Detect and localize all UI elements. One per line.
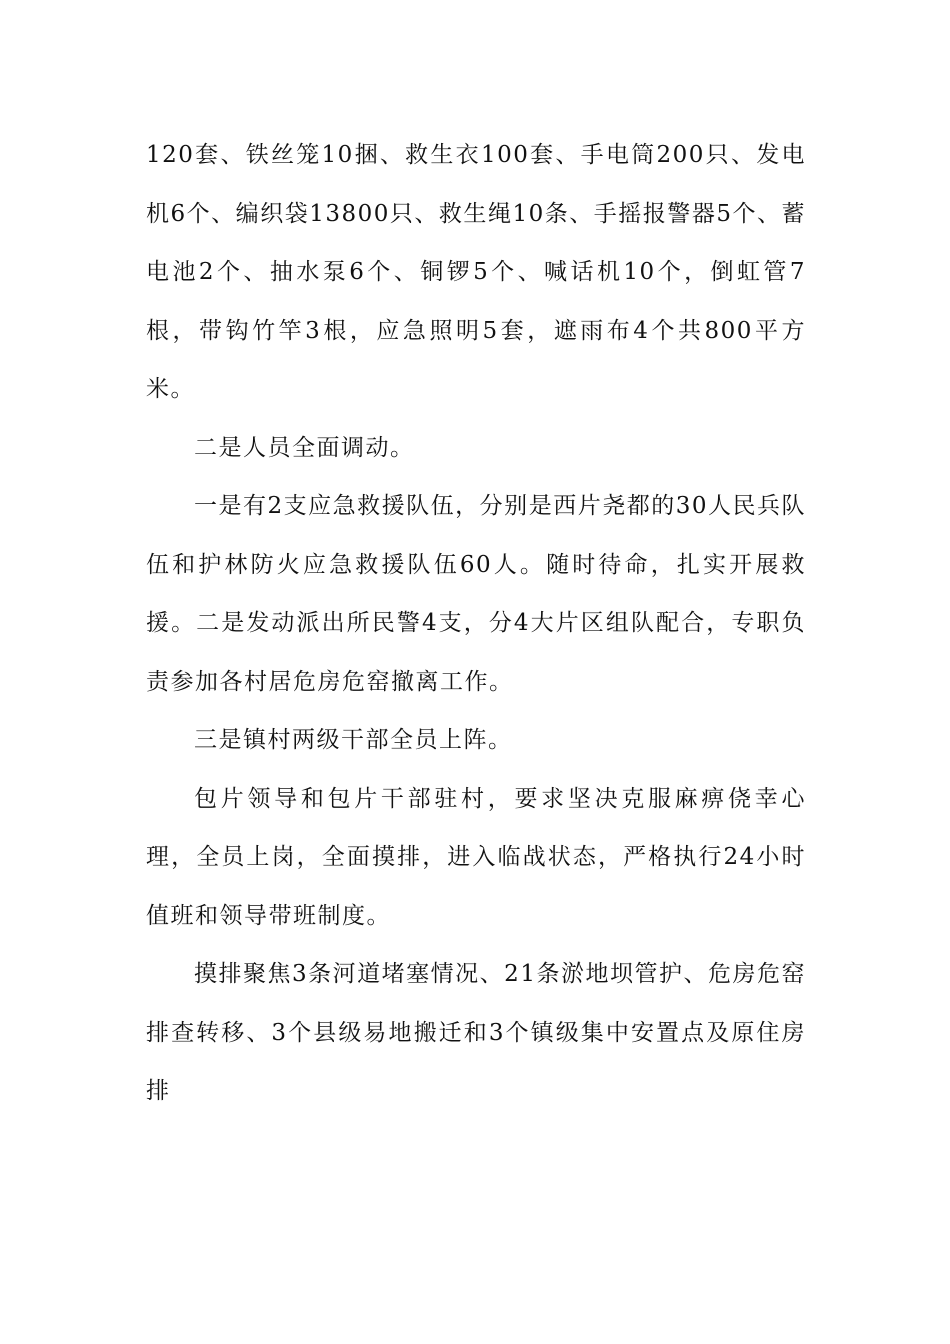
paragraph-rescue-teams: 一是有2支应急救援队伍，分别是西片尧都的30人民兵队伍和护林防火应急救援队伍60人。随时待命，扎实开展救援。二是发动派出所民警4支，分4大片区组队配合，专职负责参加各村居危房危窑撤离工作。 <box>146 493 806 695</box>
paragraph-cadres-duty: 包片领导和包片干部驻村，要求坚决克服麻痹侥幸心理，全员上岗，全面摸排，进入临战状态，严格执行24小时值班和领导带班制度。 <box>146 785 806 929</box>
paragraph-heading-cadres: 三是镇村两级干部全员上阵。 <box>194 727 513 753</box>
paragraph-inspection-focus: 摸排聚焦3条河道堵塞情况、21条淤地坝管护、危房危窑排查转移、3个县级易地搬迁和3个镇级集中安置点及原住房排 <box>146 961 806 1104</box>
document-body <box>146 126 806 1121</box>
paragraph-materials-list: 120套、铁丝笼10捆、救生衣100套、手电筒200只、发电机6个、编织袋13800只、救生绳10条、手摇报警器5个、蓄电池2个、抽水泵6个、铜锣5个、喊话机10个，倒虹管7根，带钩竹竿3根，应急照明5套，遮雨布4个共800平方米。 <box>146 142 806 402</box>
paragraph-heading-personnel: 二是人员全面调动。 <box>194 434 415 461</box>
